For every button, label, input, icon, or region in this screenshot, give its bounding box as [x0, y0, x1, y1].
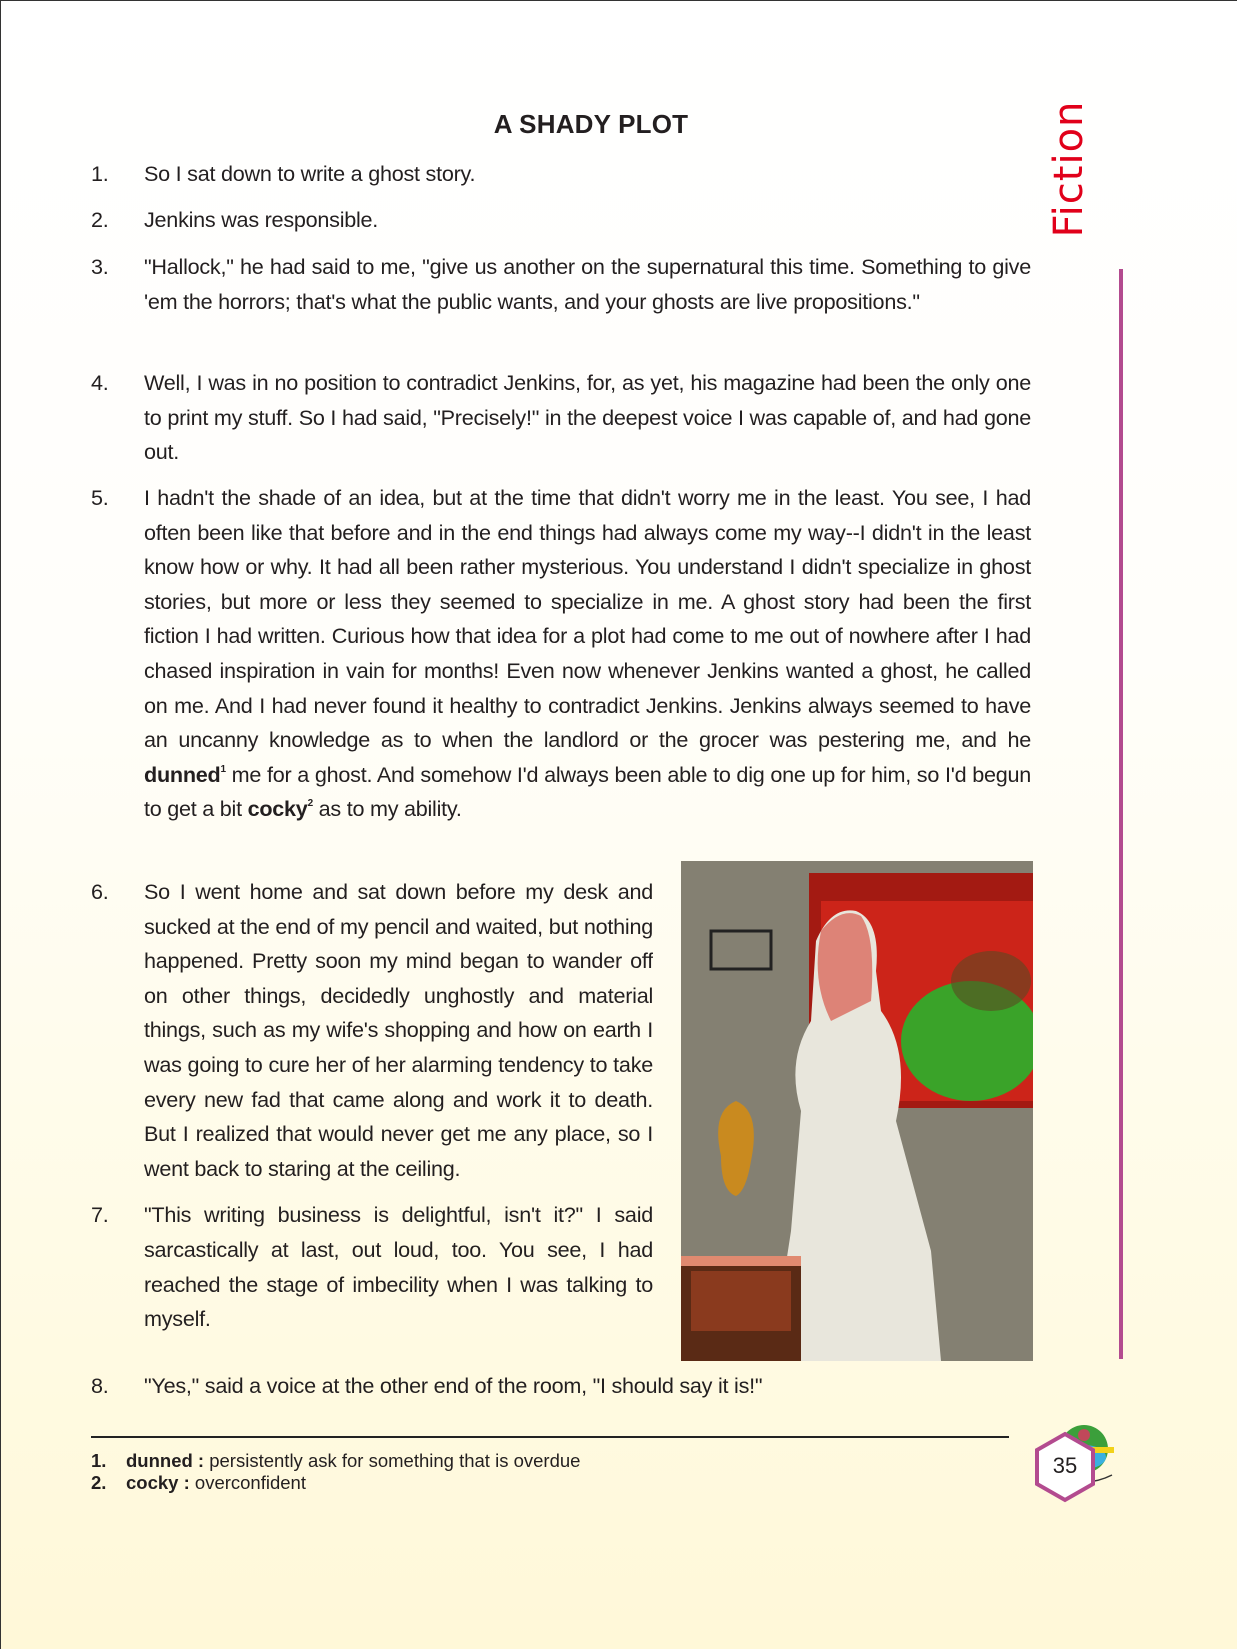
section-divider-line — [1119, 269, 1123, 1359]
paragraph-number: 7. — [91, 1202, 109, 1228]
page-number: 35 — [1052, 1453, 1078, 1478]
paragraph-text — [144, 481, 1031, 827]
footnote-term: dunned : — [126, 1450, 205, 1471]
footnote-term: cocky : — [126, 1472, 190, 1493]
paragraph-number: 2. — [91, 207, 109, 232]
paragraph-text: Well, I was in no position to contradict Jenkins, for, as yet, his magazine had been the only one to print my stuff. So I had said, "Precisely!" in the deepest voice I was capable of, and had gone out. — [144, 370, 1031, 465]
paragraph-number: 5. — [91, 485, 109, 510]
footnote-definition: overconfident — [189, 1472, 306, 1493]
text-segment: me for a ghost. And somehow I'd always been able to dig one up for him, so I'd begun to get a bit — [144, 761, 1031, 822]
footnote-rule — [91, 1436, 1009, 1438]
glossary-term-cocky: cocky — [247, 796, 308, 822]
paragraph-text: Jenkins was responsible. — [144, 207, 379, 232]
paragraph-number: 1. — [91, 161, 109, 186]
footnote-ref: 1 — [220, 763, 226, 775]
footnote-2 — [91, 1472, 306, 1494]
paragraph-text: "This writing business is delightful, isn't it?" I said sarcastically at last, out loud, too. You see, I had reached the stage of imbecility when I was talking to myself. — [144, 1202, 653, 1332]
footnote-number: 1. — [91, 1450, 107, 1471]
paragraph-number: 3. — [91, 254, 109, 279]
footnote-1 — [91, 1450, 580, 1472]
paragraph-6 — [91, 861, 1033, 1186]
paragraph-number: 6. — [91, 879, 109, 904]
paragraph-number: 8. — [91, 1373, 109, 1398]
page-title: A SHADY PLOT — [493, 109, 689, 139]
footnote-ref: 2 — [307, 798, 313, 810]
paragraph-text: So I sat down to write a ghost story. — [144, 161, 476, 186]
footnote-definition: persistently ask for something that is overdue — [204, 1450, 581, 1471]
footnote-number: 2. — [91, 1472, 107, 1493]
paragraph-text: "Hallock," he had said to me, "give us another on the supernatural this time. Something to give 'em the horrors; that's what the public wants, and your ghosts are live propositions." — [144, 254, 1031, 314]
paragraph-number: 4. — [91, 370, 109, 395]
illustrated-section — [91, 861, 1033, 1416]
paragraph-8 — [91, 1361, 1033, 1404]
paragraph-text: So I went home and sat down before my desk and sucked at the end of my pencil and waited, but nothing happened. Pretty soon my mind began to wander off on other things, decidedly unghostly and material things, such as my wife's shopping and how on earth I was going to cure her of her alarming tendency to take every new fad that came along and work it to death. But I realized that would never get me any place, so I went back to staring at the ceiling. — [144, 879, 653, 1181]
paragraph-7 — [91, 1198, 1033, 1336]
section-label-fiction: Fiction — [1046, 100, 1092, 238]
text-segment: as to my ability. — [312, 796, 462, 822]
glossary-term-dunned: dunned — [144, 761, 221, 787]
text-segment: I hadn't the shade of an idea, but at the time that didn't worry me in the least. You see, I had often been like that before and in the end things had always come my way--I didn't in the least know how or why. It had all been rather mysterious. You understand I didn't specialize in ghost stories, but more or less they seemed to specialize in me. A ghost story had been the first fiction I had written. Curious how that idea for a plot had come to me out of nowhere after I had chased inspiration in vain for months! Even now whenever Jenkins wanted a ghost, he called on me. And I had never found it healthy to contradict Jenkins. Jenkins always seemed to have an uncanny knowledge as to when the landlord or the grocer was pestering me, and he — [144, 485, 1031, 753]
paragraph-text: "Yes," said a voice at the other end of the room, "I should say it is!" — [144, 1373, 763, 1398]
